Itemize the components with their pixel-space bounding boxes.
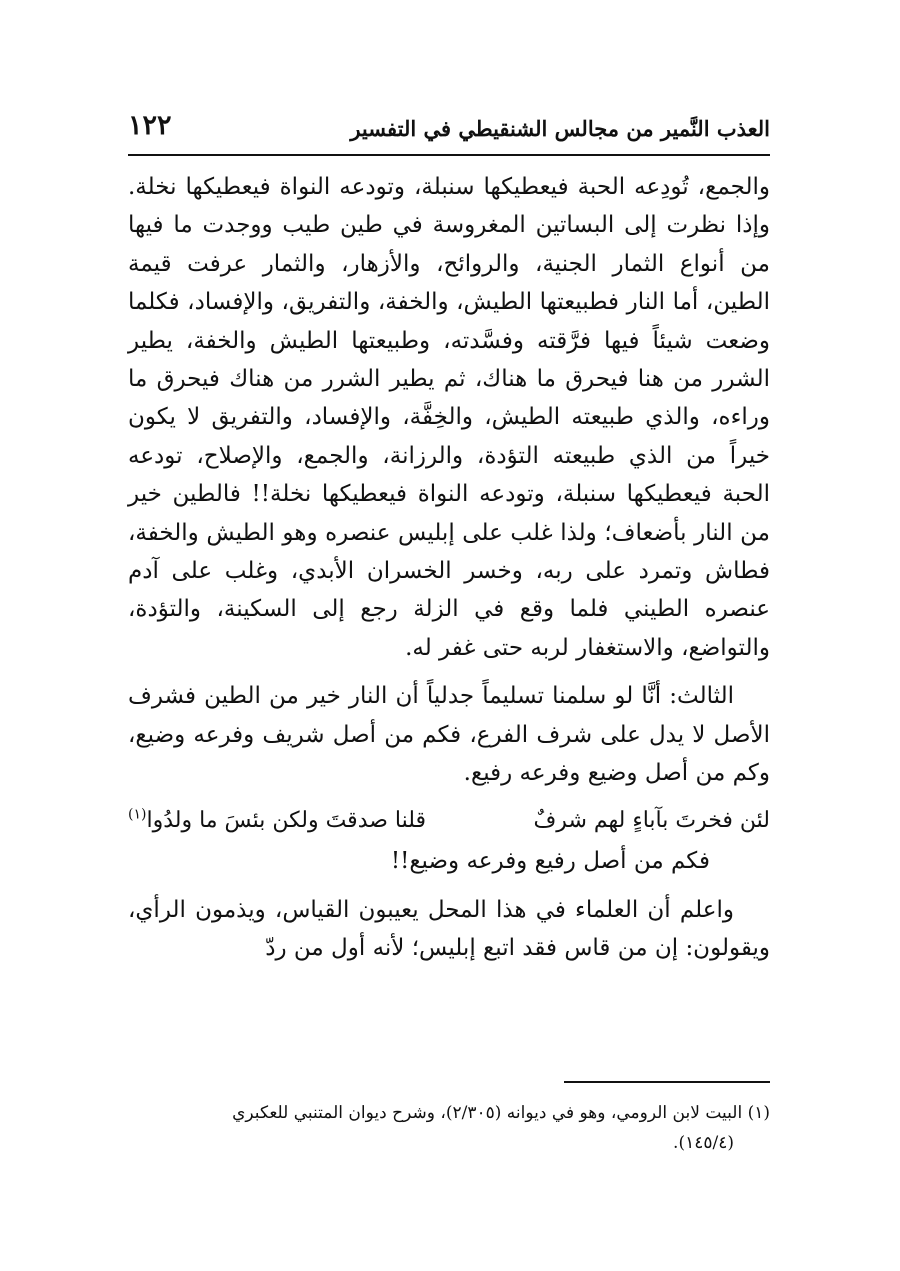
footnotes [128,1098,770,1158]
paragraph-2: الثالث: أنَّا لو سلمنا تسليماً جدلياً أن النار خير من الطين فشرف الأصل لا يدل على شرف الفرع، فكم من أصل شريف وفرعه وضيع، وكم من أصل وضيع وفرعه رفيع. [128,683,770,787]
verse-second-hemistich [128,801,426,841]
footnote-1: (١) البيت لابن الرومي، وهو في ديوانه (٢/٣٠٥)، وشرح ديوان المتنبي للعكبري [232,1103,770,1123]
verse-second-text: قلنا صدقتَ ولكن بئسَ ما ولدُوا [146,807,427,833]
page-number: ١٢٢ [128,110,172,141]
footnote-1-continuation: (١٤٥/٤). [673,1133,734,1153]
paragraph-3: واعلم أن العلماء في هذا المحل يعيبون القياس، ويذمون الرأي، ويقولون: إن من قاس فقد اتبع إبليس؛ لأنه أول من ردّ [128,896,770,961]
header-rule [128,154,770,156]
footnote-rule [564,1081,770,1083]
page-header [128,108,770,150]
poetry-verse [128,801,770,841]
running-title: العذب النَّمير من مجالس الشنقيطي في التفسير [350,116,770,141]
footnote-reference: (١) [128,806,147,823]
verse-followup: فكم من أصل رفيع وفرعه وضيع!! [390,847,710,874]
book-page [128,108,770,1153]
main-text [128,168,770,967]
verse-first-hemistich: لئن فخرتَ بآباءٍ لهم شرفٌ [533,807,770,833]
paragraph-1: والجمع، تُودِعه الحبة فيعطيكها سنبلة، وتودعه النواة فيعطيكها نخلة. وإذا نظرت إلى البساتين المغروسة في طين طيب ووجدت ما فيها من أنواع الثمار الجنية، والروائح، والأزهار، والثمار عرفت قيمة الطين، أما النار فطبيعتها الطيش، والخفة، والتفريق، والإفساد، فكلما وضعت شيئاً فيها فرَّقته وفسَّدته، وطبيعتها الطيش والخفة، يطير الشرر من هنا فيحرق ما هناك، ثم يطير الشرر من هناك فيحرق ما وراءه، والذي طبيعته الطيش، والخِفَّة، والإفساد، والتفريق لا يكون خيراً من الذي طبيعته التؤدة، والرزانة، والجمع، والإصلاح، تودعه الحبة فيعطيكها سنبلة، وتودعه النواة فيعطيكها نخلة!! فالطين خير من النار بأضعاف؛ ولذا غلب على إبليس عنصره وهو الطيش والخفة، فطاش وتمرد على ربه، وخسر الخسران الأبدي، وغلب على آدم عنصره الطيني فلما وقع في الزلة رجع إلى السكينة، والتؤدة، والتواضع، والاستغفار لربه حتى غفر له. [128,174,770,661]
